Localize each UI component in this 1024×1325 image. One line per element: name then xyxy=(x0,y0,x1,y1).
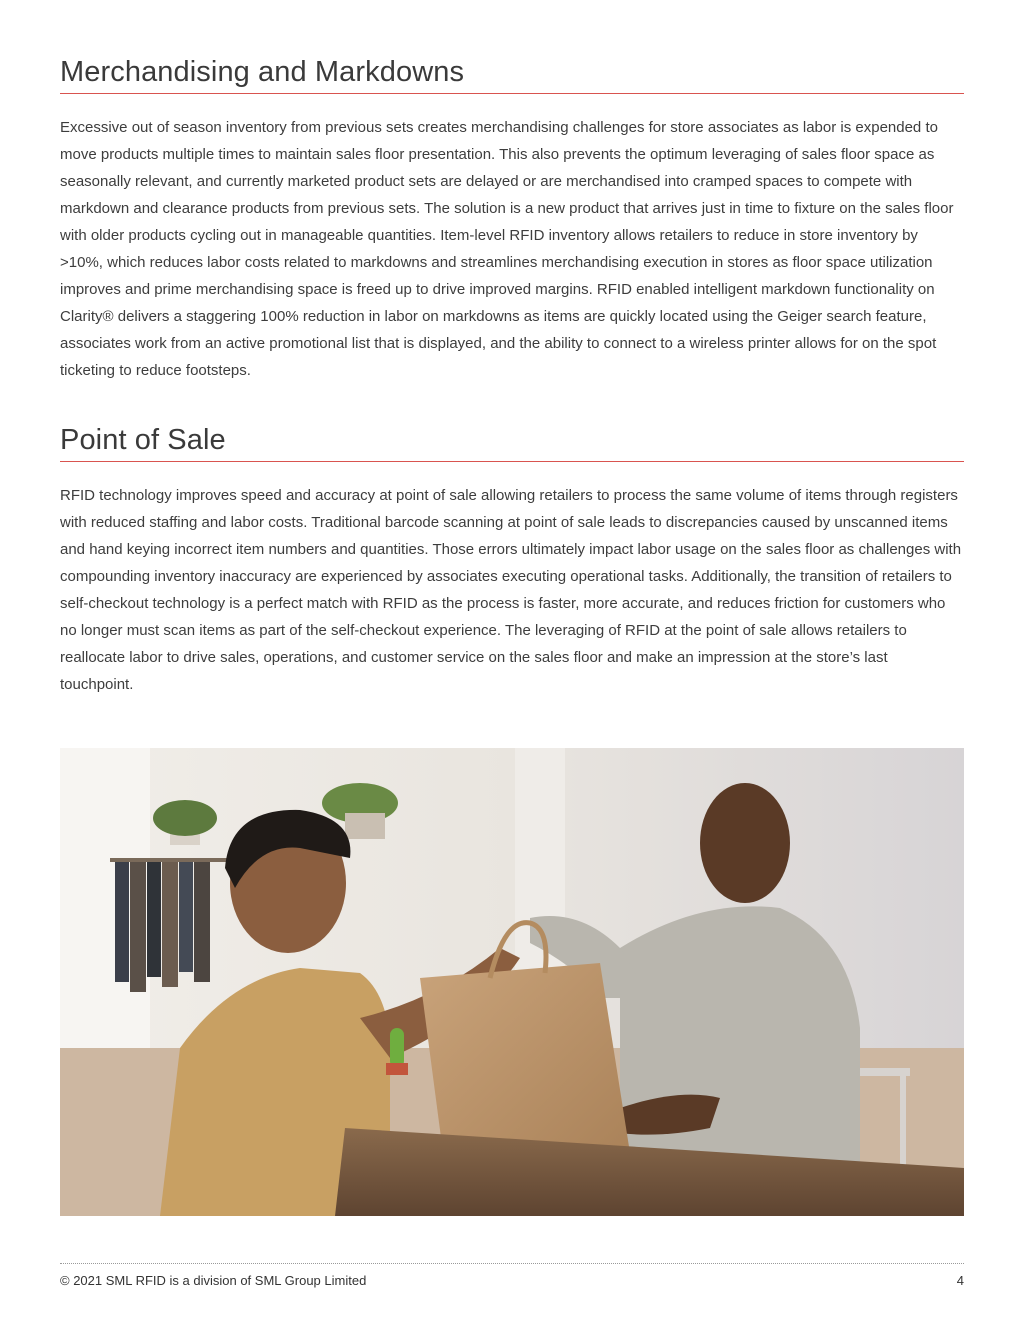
checkout-photo xyxy=(60,748,964,1216)
section-body: Excessive out of season inventory from previous sets creates merchandising challenges for store associates as labor is expended to move products multiple times to maintain sales floor presentation. This also prevents the optimum leveraging of sales floor space as seasonally relevant, and currently marketed product sets are delayed or are merchandised into cramped spaces to compete with markdown and clearance products from previous sets. The solution is a new product that arrives just in time to fixture on the sales floor with older products cycling out in manageable quantities. Item-level RFID inventory allows retailers to reduce in store inventory by >10%, which reduces labor costs related to markdowns and streamlines merchandising execution in stores as floor space utilization improves and prime merchandising space is freed up to drive improved margins. RFID enabled intelligent markdown functionality on Clarity® delivers a staggering 100% reduction in labor on markdowns as items are quickly located using the Geiger search feature, associates work from an active promotional list that is displayed, and the ability to connect to a wireless printer allows for on the spot ticketing to reduce footsteps. xyxy=(60,119,954,379)
section-merchandising-markdowns xyxy=(60,56,964,384)
checkout-photo-illustration xyxy=(60,748,964,1216)
footer-divider xyxy=(60,1263,964,1264)
section-body: RFID technology improves speed and accuracy at point of sale allowing retailers to process the same volume of items through registers with reduced staffing and labor costs. Traditional barcode scanning at point of sale leads to discrepancies caused by unscanned items and hand keying incorrect item numbers and quantities. Those errors ultimately impact labor usage on the sales floor as challenges with compounding inventory inaccuracy are experienced by associates executing operational tasks. Additionally, the transition of retailers to self-checkout technology is a perfect match with RFID as the process is faster, more accurate, and reduces friction for customers who no longer must scan items as part of the self-checkout experience. The leveraging of RFID at the point of sale allows retailers to reallocate labor to drive sales, operations, and customer service on the sales floor and make an impression at the store’s last touchpoint. xyxy=(60,487,962,693)
section-heading: Merchandising and Markdowns xyxy=(60,56,964,94)
section-point-of-sale xyxy=(60,424,964,698)
page-number: 4 xyxy=(956,1273,964,1288)
footer-copyright: © 2021 SML RFID is a division of SML Group Limited xyxy=(60,1273,367,1288)
section-heading: Point of Sale xyxy=(60,424,964,462)
